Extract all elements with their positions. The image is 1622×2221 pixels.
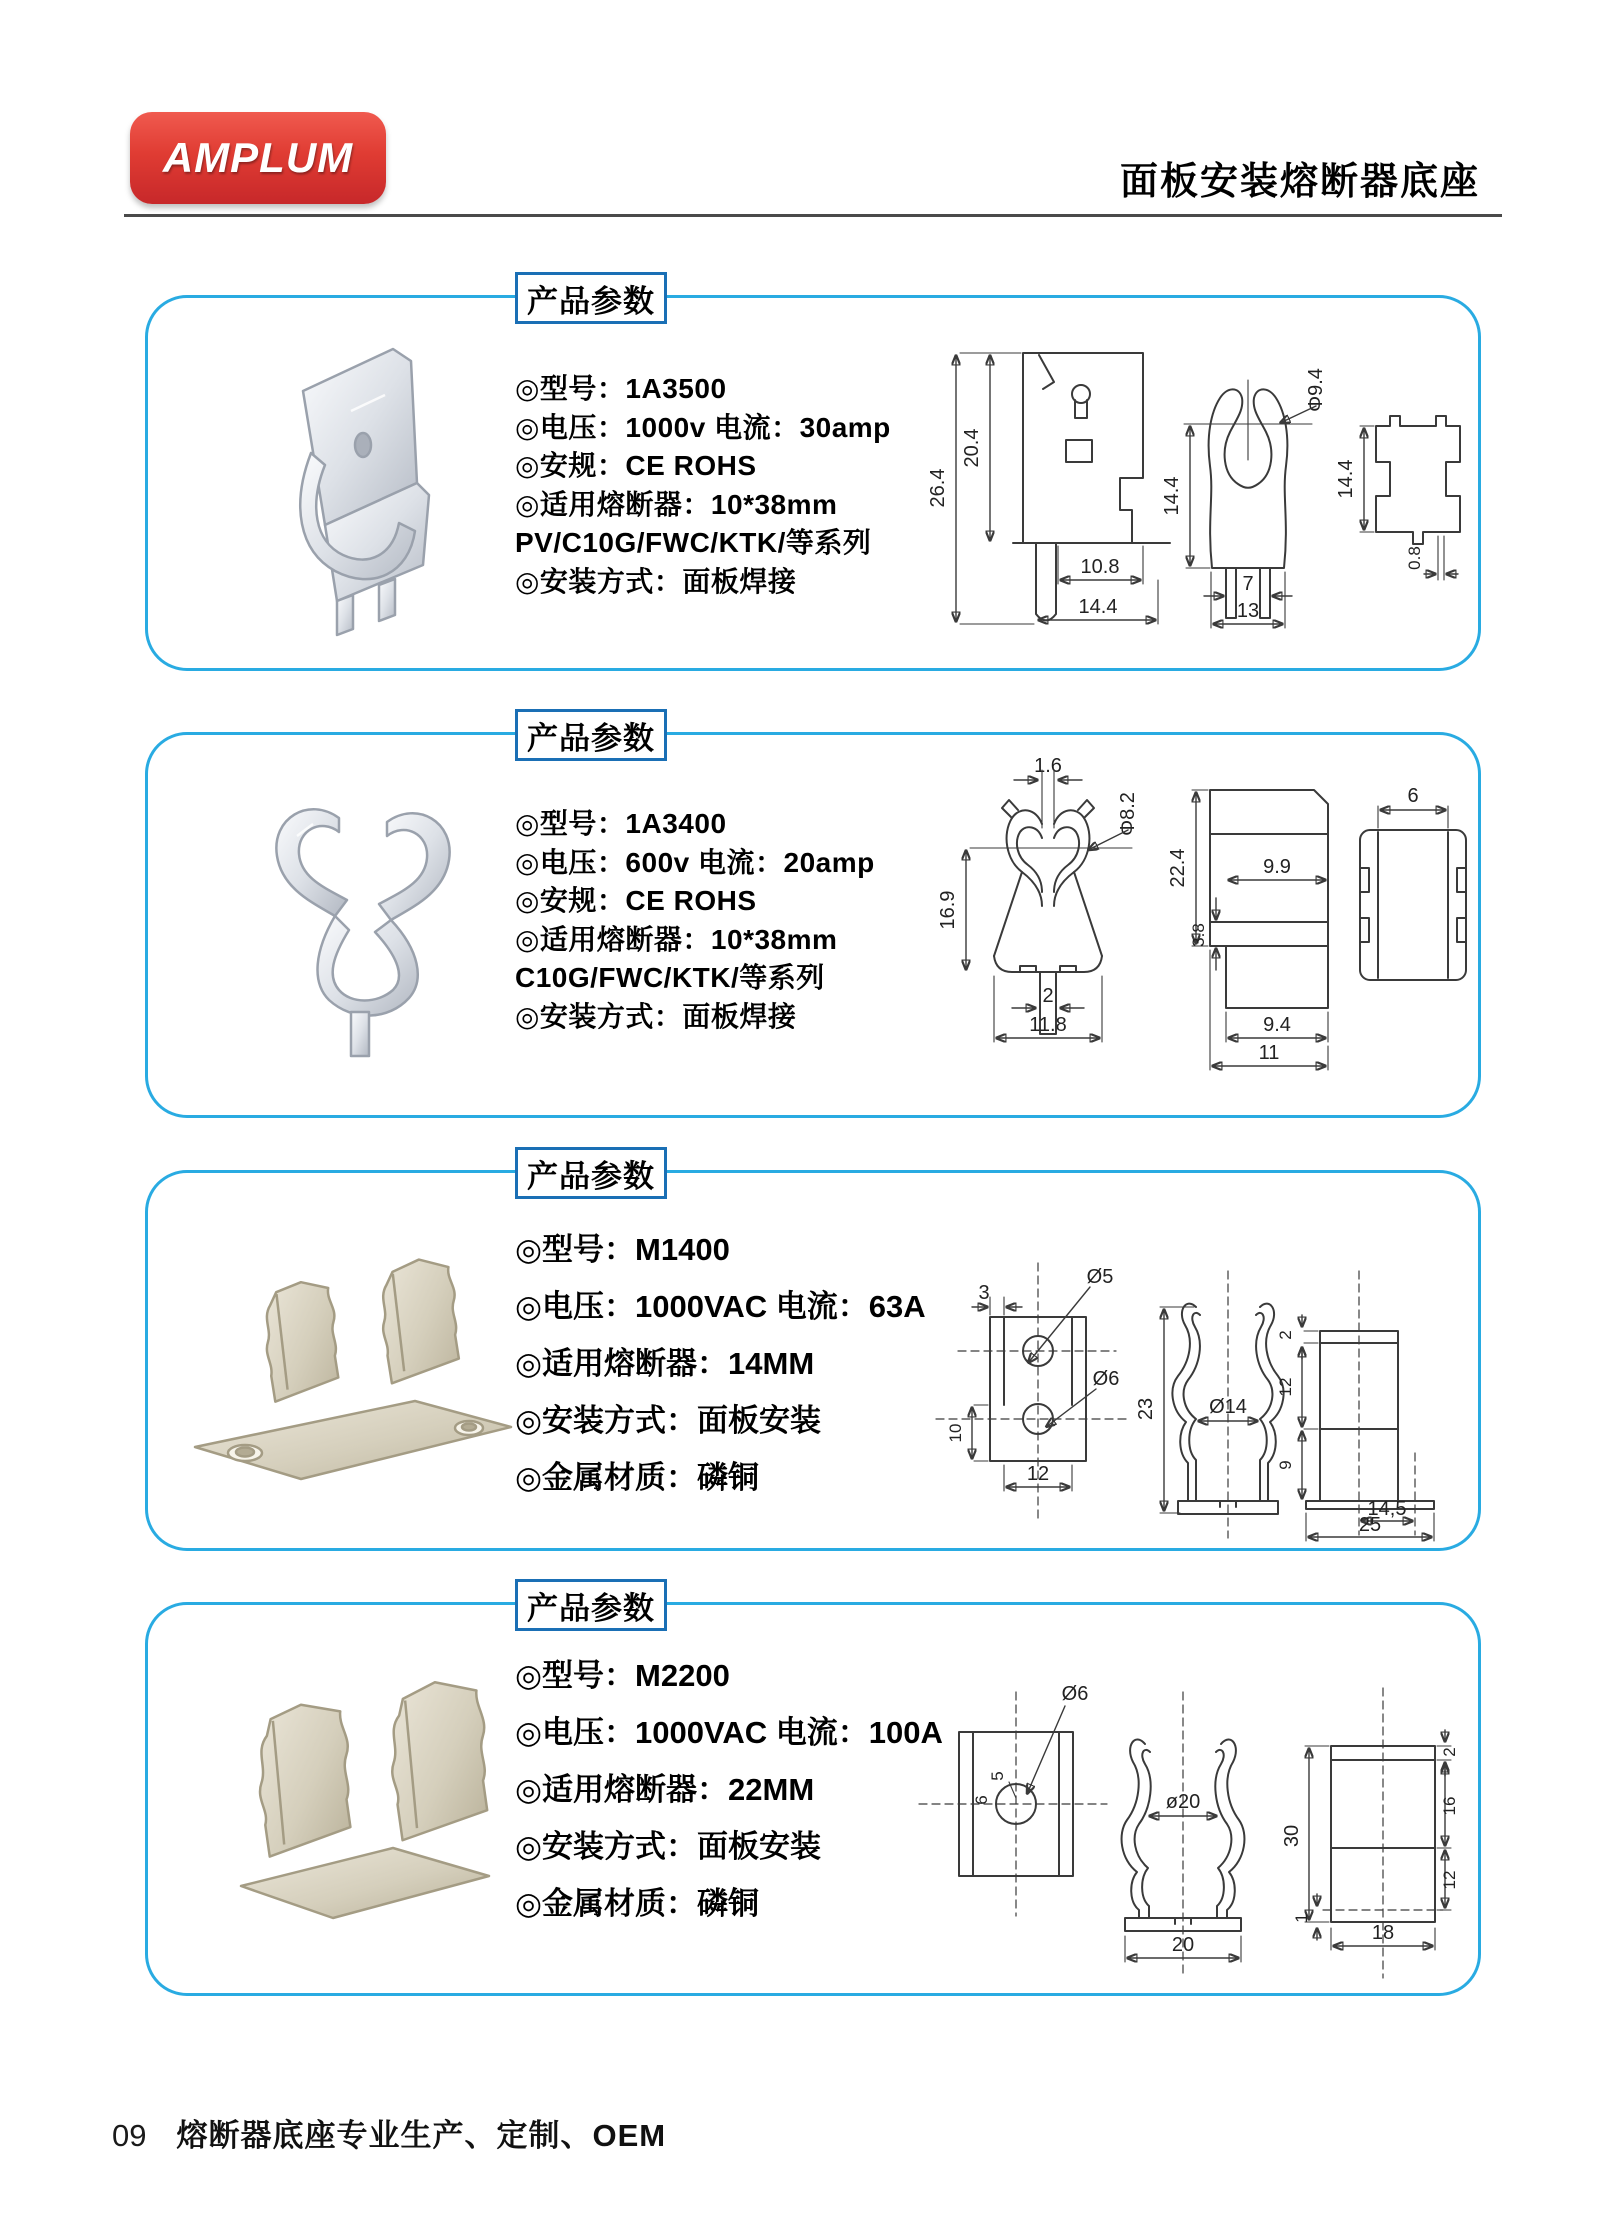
header-divider bbox=[124, 214, 1502, 217]
dim-label: 14.4 bbox=[1078, 596, 1118, 618]
dim-label: 11.8 bbox=[1029, 1014, 1067, 1036]
dim-label: 14,5 bbox=[1367, 1498, 1407, 1520]
spec-list bbox=[515, 805, 875, 1036]
page-title: 面板安装熔断器底座 bbox=[1119, 161, 1480, 203]
brand-logo-text: AMPLUM bbox=[162, 134, 354, 181]
view-plate bbox=[919, 1683, 1107, 1916]
dim-label: 14.4 bbox=[1161, 476, 1183, 516]
dim-label: 13 bbox=[1236, 600, 1260, 622]
product-photo-1a3500 bbox=[233, 333, 503, 643]
dim-label: 22.4 bbox=[1167, 848, 1189, 888]
view-front-clip bbox=[1161, 368, 1327, 628]
product-section-m1400 bbox=[145, 1158, 1481, 1551]
spec-line: ◎安装方式：面板安装 bbox=[515, 1403, 822, 1438]
param-title-badge: 产品参数 bbox=[515, 272, 667, 324]
technical-drawing-1a3500 bbox=[918, 328, 1478, 663]
dim-label: 18 bbox=[1371, 1922, 1395, 1944]
dim-label: Φ9.4 bbox=[1305, 368, 1327, 412]
dim-label: 30 bbox=[1281, 1824, 1303, 1848]
dim-label: 16.9 bbox=[937, 890, 959, 930]
dim-label: 9 bbox=[1276, 1460, 1295, 1470]
dim-label: 6 bbox=[1407, 785, 1419, 807]
dim-label: 2 bbox=[1276, 1330, 1295, 1340]
spec-line: ◎型号：M2200 bbox=[515, 1658, 730, 1693]
dim-label: Ø14 bbox=[1209, 1396, 1247, 1418]
spec-list bbox=[515, 1647, 943, 1932]
dim-label: 12 bbox=[1026, 1463, 1050, 1485]
spec-line: ◎适用熔断器：14MM bbox=[515, 1346, 815, 1381]
spec-line: ◎安装方式：面板焊接 bbox=[515, 1000, 797, 1032]
dim-label: 9.4 bbox=[1263, 1014, 1291, 1036]
spec-line: ◎适用熔断器：10*38mm bbox=[515, 923, 838, 955]
footer-tagline: 熔断器底座专业生产、定制、OEM bbox=[176, 2118, 667, 2153]
view-top bbox=[1360, 785, 1466, 980]
spec-line: C10G/FWC/KTK/等系列 bbox=[515, 962, 825, 993]
spec-line: ◎型号：1A3400 bbox=[515, 808, 727, 839]
spec-line: ◎电压：600v 电流：20amp bbox=[515, 846, 875, 878]
spec-line: ◎安规：CE ROHS bbox=[515, 450, 757, 481]
view-plate bbox=[936, 1263, 1128, 1523]
spec-line: ◎安规：CE ROHS bbox=[515, 885, 757, 916]
dim-label: 9.9 bbox=[1263, 856, 1291, 878]
dim-label: 16 bbox=[1440, 1796, 1459, 1816]
dim-label: 2 bbox=[1042, 985, 1054, 1007]
dim-label: Ø5 bbox=[1086, 1266, 1114, 1288]
technical-drawing-m2200 bbox=[903, 1648, 1463, 1988]
spec-line: ◎型号：M1400 bbox=[515, 1232, 730, 1267]
dim-label: 0.8 bbox=[1405, 546, 1424, 570]
dim-label: 3 bbox=[978, 1282, 990, 1304]
fuse-clip-photo-shape bbox=[300, 349, 429, 635]
spec-line: ◎适用熔断器：22MM bbox=[515, 1772, 815, 1807]
dim-label: 12 bbox=[1440, 1870, 1459, 1890]
product-section-1a3500 bbox=[145, 283, 1481, 671]
product-section-1a3400 bbox=[145, 720, 1481, 1118]
spec-line: ◎电压：1000VAC 电流：100A bbox=[515, 1715, 943, 1750]
view-clip-side bbox=[1281, 1688, 1459, 1978]
dim-label: 23 bbox=[1135, 1397, 1157, 1421]
spec-list bbox=[515, 1221, 926, 1506]
fuse-clip-photo-shape bbox=[241, 1680, 498, 1918]
page-footer bbox=[112, 2110, 666, 2155]
dim-label: ø20 bbox=[1165, 1791, 1201, 1813]
spec-line: ◎型号：1A3500 bbox=[515, 373, 727, 404]
dim-label: 14.4 bbox=[1335, 459, 1357, 499]
view-clip-side bbox=[1276, 1271, 1434, 1541]
dim-label: Ø6 bbox=[1061, 1683, 1089, 1705]
view-side-profile bbox=[927, 353, 1170, 624]
product-photo-1a3400 bbox=[213, 760, 513, 1070]
view-clip-front bbox=[1122, 1692, 1245, 1978]
view-front-clip bbox=[937, 755, 1139, 1042]
spec-line: ◎电压：1000v 电流：30amp bbox=[515, 411, 891, 443]
spec-line: ◎安装方式：面板焊接 bbox=[515, 565, 797, 597]
fuse-clip-photo-shape bbox=[276, 809, 449, 1056]
dim-label: 1 bbox=[1292, 1913, 1311, 1923]
dim-label: Ø6 bbox=[1092, 1368, 1120, 1390]
product-section-m2200 bbox=[145, 1590, 1481, 1996]
dim-label: 20.4 bbox=[961, 428, 983, 468]
param-title-badge: 产品参数 bbox=[515, 709, 667, 761]
spec-line: PV/C10G/FWC/KTK/等系列 bbox=[515, 527, 872, 558]
view-side bbox=[1167, 790, 1328, 1070]
dim-label: 10 bbox=[946, 1423, 965, 1443]
dim-label: Φ8.2 bbox=[1117, 792, 1139, 836]
product-photo-m2200 bbox=[183, 1680, 523, 1940]
dim-label: 26.4 bbox=[927, 468, 949, 508]
dim-label: 10.8 bbox=[1080, 556, 1120, 578]
dim-label: 20 bbox=[1171, 1934, 1195, 1956]
spec-line: ◎安装方式：面板安装 bbox=[515, 1829, 822, 1864]
spec-line: ◎金属材质：磷铜 bbox=[515, 1886, 760, 1921]
dim-label: 1.6 bbox=[1034, 755, 1062, 777]
brand-logo bbox=[130, 112, 386, 204]
dim-label: 7 bbox=[1242, 573, 1254, 595]
dim-label: 5 bbox=[988, 1771, 1007, 1781]
fuse-clip-photo-shape bbox=[195, 1255, 511, 1479]
technical-drawing-m1400 bbox=[928, 1223, 1448, 1543]
view-top bbox=[1335, 416, 1460, 580]
page-number: 09 bbox=[112, 2118, 147, 2153]
dim-label: 6 bbox=[972, 1795, 991, 1805]
spec-line: ◎金属材质：磷铜 bbox=[515, 1460, 760, 1495]
dim-label: 3.8 bbox=[1189, 923, 1208, 947]
view-clip-front bbox=[1135, 1271, 1284, 1538]
dim-label: 25 bbox=[1358, 1514, 1382, 1536]
spec-line: ◎适用熔断器：10*38mm bbox=[515, 488, 838, 520]
technical-drawing-1a3400 bbox=[908, 750, 1468, 1110]
spec-list bbox=[515, 370, 891, 601]
param-title-badge: 产品参数 bbox=[515, 1579, 667, 1631]
dim-label: 12 bbox=[1276, 1377, 1295, 1397]
dim-label: 11 bbox=[1258, 1042, 1280, 1064]
product-photo-m1400 bbox=[183, 1251, 523, 1496]
spec-line: ◎电压：1000VAC 电流：63A bbox=[515, 1289, 926, 1324]
param-title-badge: 产品参数 bbox=[515, 1147, 667, 1199]
dim-label: 2 bbox=[1440, 1747, 1459, 1757]
